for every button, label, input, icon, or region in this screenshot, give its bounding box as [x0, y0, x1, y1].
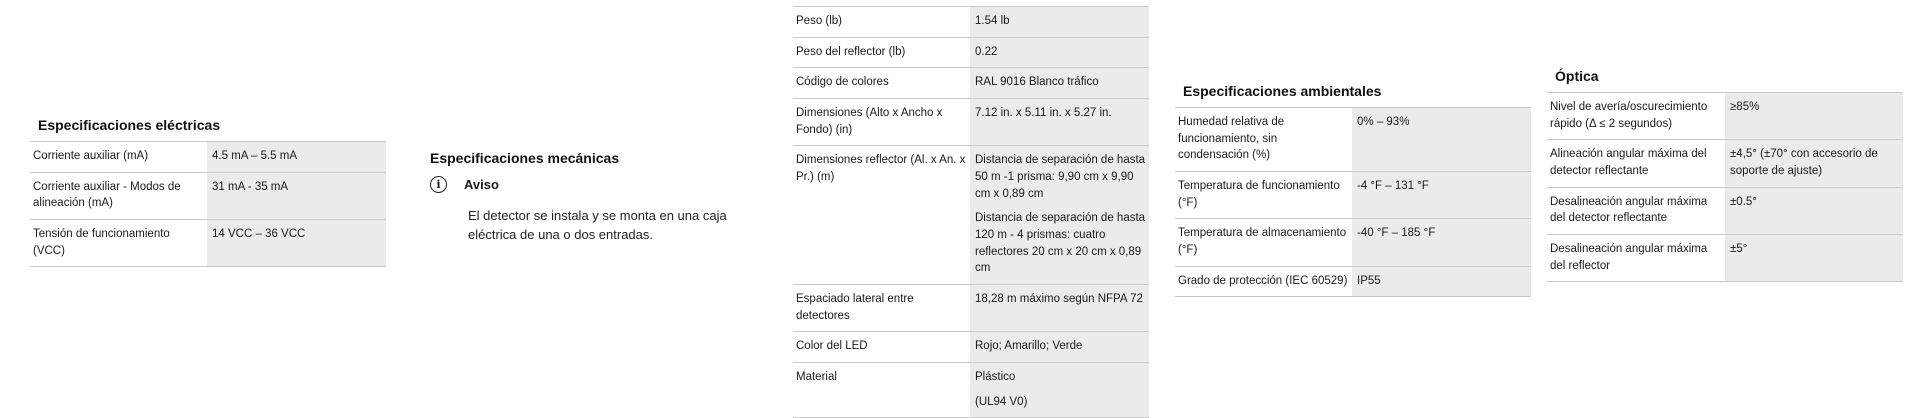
- spec-value-line: ≥85%: [1730, 101, 1760, 113]
- spec-value: [1725, 93, 1903, 140]
- electrical-section: [30, 117, 386, 267]
- spec-row: [793, 99, 1149, 146]
- spec-row: [30, 142, 386, 173]
- spec-value-line: ±0.5°: [1730, 195, 1757, 208]
- spec-label: Humedad relativa de funcionamiento, sin condensación (%): [1175, 108, 1352, 172]
- spec-label: Color del LED: [793, 332, 970, 363]
- spec-value: [207, 142, 386, 173]
- spec-row: [793, 146, 1149, 285]
- spec-value: [970, 37, 1149, 68]
- spec-value-line: -40 °F – 185 °F: [1357, 227, 1436, 240]
- spec-value-line: ±4,5° (±70° con accesorio de soporte de ajuste): [1730, 148, 1878, 178]
- spec-value-line: 4.5 mA – 5.5 mA: [212, 150, 298, 162]
- optics-heading: Óptica: [1555, 68, 1599, 84]
- spec-value-line: 14 VCC – 36 VCC: [212, 228, 306, 241]
- spec-row: [793, 37, 1149, 68]
- spec-label: Corriente auxiliar (mA): [30, 142, 207, 173]
- spec-label: Grado de protección (IEC 60529): [1175, 266, 1352, 297]
- spec-label: Peso del reflector (lb): [793, 37, 970, 68]
- spec-value: [1352, 219, 1531, 266]
- spec-value-line: Rojo; Amarillo; Verde: [975, 340, 1083, 353]
- spec-value-line: RAL 9016 Blanco tráfico: [975, 76, 1099, 89]
- spec-row: [793, 363, 1149, 418]
- spec-value-line: ±5°: [1730, 243, 1748, 256]
- environmental-heading: Especificaciones ambientales: [1183, 83, 1382, 99]
- mechanical-table: [793, 6, 1149, 418]
- spec-label: Peso (lb): [793, 7, 970, 38]
- spec-value-line: Distancia de separación de hasta 120 m - 4 prismas: cuatro reflectores 20 cm x 20 cm x 0,89 cm: [975, 212, 1146, 275]
- spec-label: Desalineación angular máxima del detector reflectante: [1547, 187, 1725, 234]
- spec-row: [793, 7, 1149, 38]
- spec-label: Espaciado lateral entre detectores: [793, 285, 970, 332]
- spec-value: [970, 363, 1149, 418]
- spec-value: [1725, 187, 1903, 234]
- spec-label: Alineación angular máxima del detector reflectante: [1547, 140, 1725, 187]
- mechanical-notice-section: [430, 150, 790, 245]
- spec-row: [1547, 140, 1903, 187]
- mechanical-table-section: [793, 6, 1149, 418]
- spec-value: [970, 68, 1149, 99]
- spec-value: [1725, 235, 1903, 282]
- notice-row: [430, 176, 790, 193]
- spec-value: [970, 99, 1149, 146]
- spec-label: Desalineación angular máxima del reflector: [1547, 235, 1725, 282]
- spec-label: Temperatura de funcionamiento (°F): [1175, 172, 1352, 219]
- spec-row: [1175, 172, 1531, 219]
- spec-value: [1352, 108, 1531, 172]
- spec-value: [207, 172, 386, 219]
- info-icon: i: [430, 176, 447, 193]
- spec-value-line: 1.54 lb: [975, 15, 1010, 27]
- spec-row: [1175, 266, 1531, 297]
- spec-value-line: 0% – 93%: [1357, 116, 1410, 128]
- spec-row: [1175, 219, 1531, 266]
- spec-value: [1725, 140, 1903, 187]
- spec-row: [793, 68, 1149, 99]
- spec-value: [207, 220, 386, 267]
- spec-value-line: -4 °F – 131 °F: [1357, 180, 1429, 193]
- spec-value-line: Plástico: [975, 371, 1016, 384]
- optics-table: [1547, 92, 1903, 282]
- spec-row: [1175, 108, 1531, 172]
- spec-value: [1352, 172, 1531, 219]
- spec-value-line: 18,28 m máximo según NFPA 72: [975, 293, 1143, 306]
- notice-text: El detector se instala y se monta en una caja eléctrica de una o dos entradas.: [468, 208, 727, 242]
- spec-value: [970, 332, 1149, 363]
- spec-row: [30, 172, 386, 219]
- spec-row: [1547, 93, 1903, 140]
- spec-value: [970, 7, 1149, 38]
- spec-row: [1547, 187, 1903, 234]
- spec-label: Dimensiones (Alto x Ancho x Fondo) (in): [793, 99, 970, 146]
- spec-row: [1547, 235, 1903, 282]
- spec-label: Corriente auxiliar - Modos de alineación (mA): [30, 172, 207, 219]
- spec-label: Nivel de avería/oscurecimiento rápido (Δ ≤ 2 segundos): [1547, 93, 1725, 140]
- spec-value: [1352, 266, 1531, 297]
- notice-title: Aviso: [464, 177, 499, 192]
- spec-value: [970, 146, 1149, 285]
- spec-row: [793, 332, 1149, 363]
- optics-section: [1547, 68, 1903, 282]
- mechanical-heading: Especificaciones mecánicas: [430, 150, 620, 166]
- spec-value: [970, 285, 1149, 332]
- spec-label: Dimensiones reflector (Al. x An. x Pr.) (m): [793, 146, 970, 285]
- electrical-table: [30, 141, 386, 267]
- spec-label: Código de colores: [793, 68, 970, 99]
- spec-value-line: 7.12 in. x 5.11 in. x 5.27 in.: [975, 107, 1112, 120]
- spec-value-line: 31 mA - 35 mA: [212, 180, 289, 193]
- spec-value-line: Distancia de separación de hasta 50 m -1 prisma: 9,90 cm x 9,90 cm x 0,89 cm: [975, 154, 1146, 200]
- spec-row: [30, 220, 386, 267]
- spec-row: [793, 285, 1149, 332]
- spec-label: Tensión de funcionamiento (VCC): [30, 220, 207, 267]
- electrical-heading: Especificaciones eléctricas: [38, 117, 221, 133]
- spec-value-line: IP55: [1357, 274, 1381, 287]
- environmental-table: [1175, 107, 1531, 297]
- environmental-section: [1175, 83, 1531, 297]
- spec-value-line: 0.22: [975, 45, 998, 58]
- spec-value-line: (UL94 V0): [975, 395, 1028, 408]
- spec-label: Temperatura de almacenamiento (°F): [1175, 219, 1352, 266]
- spec-label: Material: [793, 363, 970, 418]
